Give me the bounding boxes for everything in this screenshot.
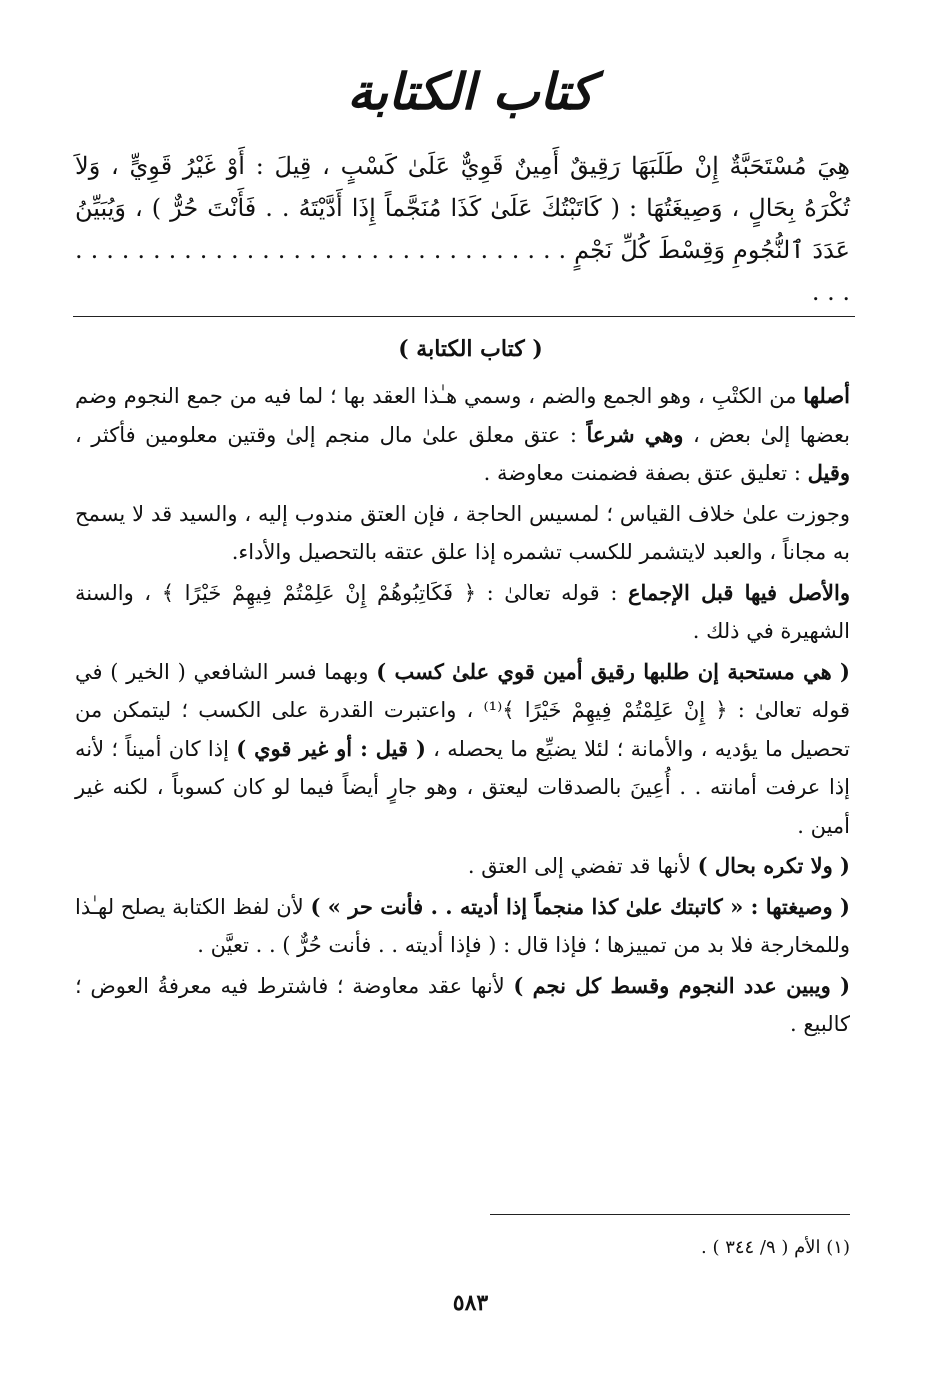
commentary-title: ( كتاب الكتابة ): [398, 336, 543, 362]
lead-term: ( وصيغتها : « كاتبتك علىٰ كذا منجماً إذا أديته . . فأنت حر » ): [310, 893, 850, 919]
page-number: ٥٨٣: [452, 1290, 489, 1316]
paragraph: [75, 888, 850, 965]
paragraph-text: لأنها قد تفضي إلى العتق .: [467, 854, 698, 878]
paragraph: [75, 967, 850, 1044]
paragraph: [75, 847, 850, 886]
paragraph-text: لأنها عقد معاوضة ؛ فاشترط فيه معرفةُ العوض ؛ كالبيع .: [75, 973, 850, 1036]
lead-term: ( ويبين عدد النجوم وقسط كل نجم ): [513, 972, 851, 998]
paragraph-text: إذا كان أميناً ؛ لأنه إذا عرفت أمانته . . أُعِينَ بالصدقات ليعتق ، وهو جارٍ أيضاً فيما لو كان كسوباً ، لكنه غير أمين .: [75, 736, 850, 838]
lead-term: ( ولا تكره بحال ): [697, 853, 850, 878]
lead-term: والأصل فيها قبل الإجماع: [628, 579, 851, 605]
footnote-separator: [490, 1214, 850, 1215]
paragraph: [75, 377, 850, 493]
paragraph-text: وجوزت علىٰ خلاف القياس ؛ لمسيس الحاجة ، فإن العتق مندوب إليه ، والسيد قد لا يسمح به مجاناً ، والعبد لايتشمر للكسب تشمره إذا علق عتقه بالتحصيل والأداء.: [75, 501, 850, 564]
commentary-body: [75, 377, 850, 1046]
footnote: (١) الأم ( ٩/ ٣٤٤ ) .: [701, 1237, 850, 1258]
lead-term: وهي شرعاً: [586, 421, 684, 447]
paragraph: [75, 574, 850, 651]
paragraph-text: لأن لفظ الكتابة يصلح لهـٰذا وللمخارجة فلا بد من تمييزها ؛ فإذا قال : ( فإذا أديته . . فأنت حُرٌّ ) . . تعيَّن .: [75, 894, 850, 957]
paragraph-text: من الكتْبِ ، وهو الجمع والضم ، وسمي هـٰذا العقد بها ؛ لما فيه من جمع النجوم وضم بعضها إلىٰ بعض ،: [75, 384, 850, 447]
paragraph: [75, 495, 850, 572]
book-title: كتاب الكتابة: [347, 62, 594, 121]
paragraph-text: وبهما فسر الشافعي ( الخير ) في قوله تعالىٰ : ﴿ إِنْ عَلِمْتُمْ فِيهِمْ خَيْرًا ﴾⁽¹⁾ ، واعتبرت القدرة على الكسب ؛ ليتمكن من تحصيل ما يؤديه ، والأمانة ؛ لئلا يضيِّع ما يحصله ،: [75, 659, 850, 761]
paragraph-text: : عتق معلق علىٰ مال منجم إلىٰ وقتين معلومين فأكثر ،: [75, 422, 587, 447]
separator-line: [73, 316, 855, 317]
paragraph: [75, 653, 850, 846]
lead-term: ( قيل : أو غير قوي ): [236, 735, 426, 761]
lead-term: وقيل: [807, 460, 850, 485]
matn-text: هِيَ مُسْتَحَبَّةٌ إِنْ طَلَبَهَا رَقِيقٌ أَمِينٌ قَوِيٌّ عَلَىٰ كَسْبٍ ، قِيلَ : أَوْ غَيْرُ قَوِيٍّ ، وَلاَ تُكْرَهُ بِحَالٍ ، وَصِيغَتُهَا : ( كَاتَبْتُكَ عَلَىٰ كَذَا مُنَجَّماً إِذَا أَدَّيْتَهُ . . فَأَنْتَ حُرٌّ ) ، وَيُبَيِّنُ عَدَدَ ٱلنُّجُومِ وَقِسْطَ كُلِّ نَجْمٍ . . . . . . . . . . . . . . . . . . . . . . . . . . . . . . . . . . .: [75, 152, 850, 306]
lead-term: ( هي مستحبة إن طلبها رقيق أمين قوي علىٰ كسب ): [376, 658, 850, 684]
paragraph-text: : قوله تعالىٰ : ﴿ فَكَاتِبُوهُمْ إِنْ عَلِمْتُمْ فِيهِمْ خَيْرًا ﴾ ، والسنة الشهيرة في ذلك .: [75, 580, 850, 643]
paragraph-text: : تعليق عتق بصفة فضمنت معاوضة .: [483, 461, 808, 485]
lead-term: أصلها: [803, 383, 850, 408]
